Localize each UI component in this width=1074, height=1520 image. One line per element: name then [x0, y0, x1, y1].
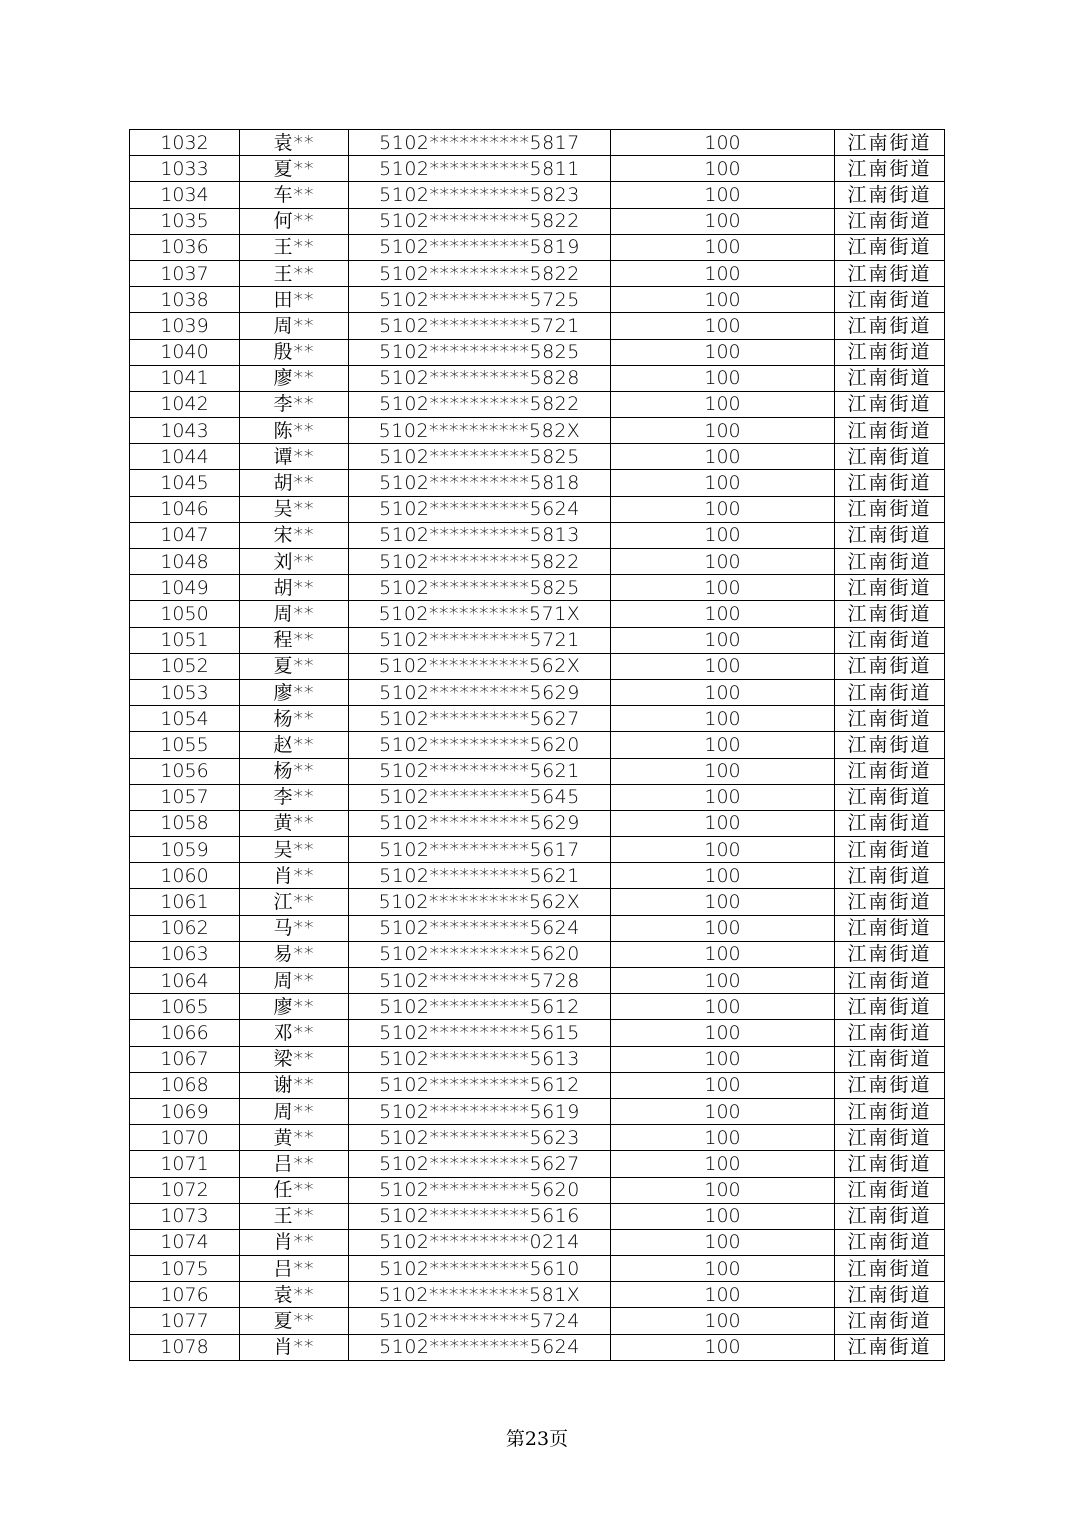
name-cell: 谢**	[240, 1072, 349, 1098]
amount-cell: 100	[611, 679, 835, 705]
street-cell: 江南街道	[835, 1177, 945, 1203]
table-row	[130, 1308, 945, 1334]
amount-cell: 100	[611, 339, 835, 365]
street-cell: 江南街道	[835, 1020, 945, 1046]
name-cell: 吕**	[240, 1151, 349, 1177]
amount-cell: 100	[611, 470, 835, 496]
id-number-cell: 5102**********5823	[349, 182, 611, 208]
amount-cell: 100	[611, 1098, 835, 1124]
row-number-cell: 1035	[130, 208, 240, 234]
amount-cell: 100	[611, 1282, 835, 1308]
row-number-cell: 1033	[130, 156, 240, 182]
amount-cell: 100	[611, 837, 835, 863]
id-number-cell: 5102**********5615	[349, 1020, 611, 1046]
id-number-cell: 5102**********5721	[349, 627, 611, 653]
street-cell: 江南街道	[835, 810, 945, 836]
street-cell: 江南街道	[835, 1308, 945, 1334]
table-row	[130, 679, 945, 705]
table-row	[130, 1072, 945, 1098]
name-cell: 胡**	[240, 575, 349, 601]
street-cell: 江南街道	[835, 182, 945, 208]
table-row	[130, 601, 945, 627]
table-row	[130, 365, 945, 391]
amount-cell: 100	[611, 1020, 835, 1046]
name-cell: 李**	[240, 784, 349, 810]
id-number-cell: 5102**********5620	[349, 1177, 611, 1203]
street-cell: 江南街道	[835, 1334, 945, 1360]
row-number-cell: 1067	[130, 1046, 240, 1072]
name-cell: 易**	[240, 941, 349, 967]
street-cell: 江南街道	[835, 1229, 945, 1255]
table-row	[130, 1098, 945, 1124]
row-number-cell: 1051	[130, 627, 240, 653]
row-number-cell: 1054	[130, 706, 240, 732]
amount-cell: 100	[611, 575, 835, 601]
name-cell: 吴**	[240, 496, 349, 522]
name-cell: 黄**	[240, 810, 349, 836]
name-cell: 程**	[240, 627, 349, 653]
table-row	[130, 863, 945, 889]
street-cell: 江南街道	[835, 1125, 945, 1151]
id-number-cell: 5102**********5621	[349, 758, 611, 784]
table-row	[130, 1020, 945, 1046]
name-cell: 吕**	[240, 1256, 349, 1282]
roster-table-body	[130, 130, 945, 1361]
amount-cell: 100	[611, 968, 835, 994]
name-cell: 刘**	[240, 549, 349, 575]
row-number-cell: 1071	[130, 1151, 240, 1177]
table-row	[130, 260, 945, 286]
row-number-cell: 1041	[130, 365, 240, 391]
street-cell: 江南街道	[835, 679, 945, 705]
row-number-cell: 1039	[130, 313, 240, 339]
amount-cell: 100	[611, 496, 835, 522]
page-number: 第23页	[505, 1428, 569, 1450]
street-cell: 江南街道	[835, 1256, 945, 1282]
amount-cell: 100	[611, 1203, 835, 1229]
street-cell: 江南街道	[835, 391, 945, 417]
table-row	[130, 994, 945, 1020]
amount-cell: 100	[611, 444, 835, 470]
id-number-cell: 5102**********5621	[349, 863, 611, 889]
street-cell: 江南街道	[835, 968, 945, 994]
name-cell: 周**	[240, 968, 349, 994]
id-number-cell: 5102**********0214	[349, 1229, 611, 1255]
id-number-cell: 5102**********5818	[349, 470, 611, 496]
amount-cell: 100	[611, 130, 835, 156]
table-row	[130, 470, 945, 496]
amount-cell: 100	[611, 260, 835, 286]
name-cell: 廖**	[240, 679, 349, 705]
street-cell: 江南街道	[835, 260, 945, 286]
amount-cell: 100	[611, 549, 835, 575]
name-cell: 邓**	[240, 1020, 349, 1046]
row-number-cell: 1049	[130, 575, 240, 601]
amount-cell: 100	[611, 156, 835, 182]
name-cell: 何**	[240, 208, 349, 234]
row-number-cell: 1044	[130, 444, 240, 470]
table-row	[130, 837, 945, 863]
row-number-cell: 1053	[130, 679, 240, 705]
amount-cell: 100	[611, 287, 835, 313]
amount-cell: 100	[611, 1334, 835, 1360]
row-number-cell: 1068	[130, 1072, 240, 1098]
name-cell: 肖**	[240, 1334, 349, 1360]
id-number-cell: 5102**********5822	[349, 391, 611, 417]
table-row	[130, 496, 945, 522]
table-row	[130, 915, 945, 941]
id-number-cell: 5102**********5825	[349, 575, 611, 601]
amount-cell: 100	[611, 941, 835, 967]
row-number-cell: 1062	[130, 915, 240, 941]
street-cell: 江南街道	[835, 994, 945, 1020]
name-cell: 胡**	[240, 470, 349, 496]
id-number-cell: 5102**********5629	[349, 679, 611, 705]
row-number-cell: 1043	[130, 418, 240, 444]
street-cell: 江南街道	[835, 313, 945, 339]
row-number-cell: 1063	[130, 941, 240, 967]
amount-cell: 100	[611, 810, 835, 836]
row-number-cell: 1032	[130, 130, 240, 156]
name-cell: 谭**	[240, 444, 349, 470]
table-row	[130, 313, 945, 339]
id-number-cell: 5102**********5822	[349, 260, 611, 286]
amount-cell: 100	[611, 1072, 835, 1098]
id-number-cell: 5102**********5822	[349, 549, 611, 575]
table-row	[130, 182, 945, 208]
table-row	[130, 391, 945, 417]
id-number-cell: 5102**********5721	[349, 313, 611, 339]
table-row	[130, 549, 945, 575]
row-number-cell: 1034	[130, 182, 240, 208]
name-cell: 肖**	[240, 863, 349, 889]
name-cell: 廖**	[240, 994, 349, 1020]
table-row	[130, 130, 945, 156]
row-number-cell: 1058	[130, 810, 240, 836]
id-number-cell: 5102**********5817	[349, 130, 611, 156]
amount-cell: 100	[611, 234, 835, 260]
table-row	[130, 1046, 945, 1072]
street-cell: 江南街道	[835, 1203, 945, 1229]
amount-cell: 100	[611, 418, 835, 444]
id-number-cell: 5102**********5725	[349, 287, 611, 313]
table-row	[130, 941, 945, 967]
table-row	[130, 653, 945, 679]
street-cell: 江南街道	[835, 706, 945, 732]
row-number-cell: 1077	[130, 1308, 240, 1334]
table-row	[130, 1282, 945, 1308]
row-number-cell: 1065	[130, 994, 240, 1020]
table-row	[130, 339, 945, 365]
row-number-cell: 1052	[130, 653, 240, 679]
table-row	[130, 627, 945, 653]
row-number-cell: 1050	[130, 601, 240, 627]
row-number-cell: 1037	[130, 260, 240, 286]
table-row	[130, 758, 945, 784]
amount-cell: 100	[611, 522, 835, 548]
name-cell: 黄**	[240, 1125, 349, 1151]
roster-table	[129, 129, 945, 1361]
amount-cell: 100	[611, 1151, 835, 1177]
id-number-cell: 5102**********5612	[349, 994, 611, 1020]
table-row	[130, 1177, 945, 1203]
table-row	[130, 889, 945, 915]
id-number-cell: 5102**********571X	[349, 601, 611, 627]
name-cell: 王**	[240, 260, 349, 286]
row-number-cell: 1045	[130, 470, 240, 496]
table-row	[130, 208, 945, 234]
amount-cell: 100	[611, 208, 835, 234]
amount-cell: 100	[611, 1308, 835, 1334]
street-cell: 江南街道	[835, 784, 945, 810]
name-cell: 夏**	[240, 156, 349, 182]
row-number-cell: 1055	[130, 732, 240, 758]
amount-cell: 100	[611, 732, 835, 758]
row-number-cell: 1076	[130, 1282, 240, 1308]
name-cell: 杨**	[240, 758, 349, 784]
amount-cell: 100	[611, 1229, 835, 1255]
name-cell: 夏**	[240, 653, 349, 679]
id-number-cell: 5102**********5613	[349, 1046, 611, 1072]
id-number-cell: 5102**********5617	[349, 837, 611, 863]
row-number-cell: 1070	[130, 1125, 240, 1151]
street-cell: 江南街道	[835, 627, 945, 653]
amount-cell: 100	[611, 1256, 835, 1282]
table-row	[130, 418, 945, 444]
street-cell: 江南街道	[835, 915, 945, 941]
name-cell: 肖**	[240, 1229, 349, 1255]
table-row	[130, 287, 945, 313]
row-number-cell: 1066	[130, 1020, 240, 1046]
table-row	[130, 810, 945, 836]
row-number-cell: 1072	[130, 1177, 240, 1203]
amount-cell: 100	[611, 1125, 835, 1151]
id-number-cell: 5102**********5612	[349, 1072, 611, 1098]
id-number-cell: 5102**********5627	[349, 1151, 611, 1177]
name-cell: 周**	[240, 313, 349, 339]
street-cell: 江南街道	[835, 549, 945, 575]
name-cell: 王**	[240, 1203, 349, 1229]
name-cell: 周**	[240, 1098, 349, 1124]
street-cell: 江南街道	[835, 758, 945, 784]
id-number-cell: 5102**********5813	[349, 522, 611, 548]
amount-cell: 100	[611, 365, 835, 391]
street-cell: 江南街道	[835, 234, 945, 260]
id-number-cell: 5102**********5825	[349, 444, 611, 470]
id-number-cell: 5102**********5828	[349, 365, 611, 391]
table-row	[130, 156, 945, 182]
row-number-cell: 1064	[130, 968, 240, 994]
name-cell: 廖**	[240, 365, 349, 391]
table-row	[130, 968, 945, 994]
name-cell: 陈**	[240, 418, 349, 444]
name-cell: 车**	[240, 182, 349, 208]
amount-cell: 100	[611, 915, 835, 941]
id-number-cell: 5102**********5616	[349, 1203, 611, 1229]
amount-cell: 100	[611, 313, 835, 339]
row-number-cell: 1074	[130, 1229, 240, 1255]
row-number-cell: 1036	[130, 234, 240, 260]
street-cell: 江南街道	[835, 444, 945, 470]
row-number-cell: 1075	[130, 1256, 240, 1282]
name-cell: 袁**	[240, 1282, 349, 1308]
street-cell: 江南街道	[835, 470, 945, 496]
id-number-cell: 5102**********5825	[349, 339, 611, 365]
table-row	[130, 1203, 945, 1229]
street-cell: 江南街道	[835, 156, 945, 182]
street-cell: 江南街道	[835, 418, 945, 444]
amount-cell: 100	[611, 758, 835, 784]
table-row	[130, 1334, 945, 1360]
amount-cell: 100	[611, 863, 835, 889]
street-cell: 江南街道	[835, 287, 945, 313]
row-number-cell: 1061	[130, 889, 240, 915]
street-cell: 江南街道	[835, 863, 945, 889]
row-number-cell: 1060	[130, 863, 240, 889]
id-number-cell: 5102**********5811	[349, 156, 611, 182]
amount-cell: 100	[611, 601, 835, 627]
street-cell: 江南街道	[835, 1151, 945, 1177]
row-number-cell: 1069	[130, 1098, 240, 1124]
amount-cell: 100	[611, 627, 835, 653]
street-cell: 江南街道	[835, 339, 945, 365]
id-number-cell: 5102**********5822	[349, 208, 611, 234]
id-number-cell: 5102**********5624	[349, 1334, 611, 1360]
name-cell: 马**	[240, 915, 349, 941]
street-cell: 江南街道	[835, 208, 945, 234]
amount-cell: 100	[611, 706, 835, 732]
amount-cell: 100	[611, 1046, 835, 1072]
id-number-cell: 5102**********5620	[349, 941, 611, 967]
id-number-cell: 5102**********5645	[349, 784, 611, 810]
name-cell: 杨**	[240, 706, 349, 732]
id-number-cell: 5102**********582X	[349, 418, 611, 444]
id-number-cell: 5102**********5629	[349, 810, 611, 836]
name-cell: 殷**	[240, 339, 349, 365]
table-row	[130, 784, 945, 810]
table-row	[130, 1256, 945, 1282]
id-number-cell: 5102**********5620	[349, 732, 611, 758]
amount-cell: 100	[611, 1177, 835, 1203]
street-cell: 江南街道	[835, 1282, 945, 1308]
id-number-cell: 5102**********562X	[349, 889, 611, 915]
table-row	[130, 1151, 945, 1177]
street-cell: 江南街道	[835, 837, 945, 863]
table-row	[130, 575, 945, 601]
row-number-cell: 1078	[130, 1334, 240, 1360]
id-number-cell: 5102**********5619	[349, 1098, 611, 1124]
id-number-cell: 5102**********5610	[349, 1256, 611, 1282]
table-row	[130, 234, 945, 260]
name-cell: 王**	[240, 234, 349, 260]
street-cell: 江南街道	[835, 365, 945, 391]
row-number-cell: 1046	[130, 496, 240, 522]
table-row	[130, 444, 945, 470]
amount-cell: 100	[611, 391, 835, 417]
id-number-cell: 5102**********5724	[349, 1308, 611, 1334]
name-cell: 李**	[240, 391, 349, 417]
table-row	[130, 1229, 945, 1255]
street-cell: 江南街道	[835, 575, 945, 601]
street-cell: 江南街道	[835, 941, 945, 967]
id-number-cell: 5102**********581X	[349, 1282, 611, 1308]
name-cell: 周**	[240, 601, 349, 627]
id-number-cell: 5102**********562X	[349, 653, 611, 679]
street-cell: 江南街道	[835, 889, 945, 915]
row-number-cell: 1073	[130, 1203, 240, 1229]
id-number-cell: 5102**********5627	[349, 706, 611, 732]
amount-cell: 100	[611, 889, 835, 915]
id-number-cell: 5102**********5624	[349, 496, 611, 522]
name-cell: 梁**	[240, 1046, 349, 1072]
street-cell: 江南街道	[835, 1098, 945, 1124]
table-row	[130, 706, 945, 732]
name-cell: 江**	[240, 889, 349, 915]
row-number-cell: 1038	[130, 287, 240, 313]
row-number-cell: 1057	[130, 784, 240, 810]
name-cell: 宋**	[240, 522, 349, 548]
id-number-cell: 5102**********5819	[349, 234, 611, 260]
amount-cell: 100	[611, 784, 835, 810]
table-row	[130, 522, 945, 548]
name-cell: 夏**	[240, 1308, 349, 1334]
street-cell: 江南街道	[835, 653, 945, 679]
amount-cell: 100	[611, 182, 835, 208]
name-cell: 赵**	[240, 732, 349, 758]
street-cell: 江南街道	[835, 1072, 945, 1098]
street-cell: 江南街道	[835, 130, 945, 156]
amount-cell: 100	[611, 653, 835, 679]
name-cell: 田**	[240, 287, 349, 313]
id-number-cell: 5102**********5728	[349, 968, 611, 994]
street-cell: 江南街道	[835, 496, 945, 522]
name-cell: 任**	[240, 1177, 349, 1203]
row-number-cell: 1056	[130, 758, 240, 784]
street-cell: 江南街道	[835, 601, 945, 627]
row-number-cell: 1042	[130, 391, 240, 417]
row-number-cell: 1059	[130, 837, 240, 863]
table-row	[130, 1125, 945, 1151]
street-cell: 江南街道	[835, 732, 945, 758]
row-number-cell: 1047	[130, 522, 240, 548]
id-number-cell: 5102**********5623	[349, 1125, 611, 1151]
name-cell: 袁**	[240, 130, 349, 156]
amount-cell: 100	[611, 994, 835, 1020]
street-cell: 江南街道	[835, 1046, 945, 1072]
table-row	[130, 732, 945, 758]
row-number-cell: 1040	[130, 339, 240, 365]
name-cell: 吴**	[240, 837, 349, 863]
id-number-cell: 5102**********5624	[349, 915, 611, 941]
row-number-cell: 1048	[130, 549, 240, 575]
street-cell: 江南街道	[835, 522, 945, 548]
